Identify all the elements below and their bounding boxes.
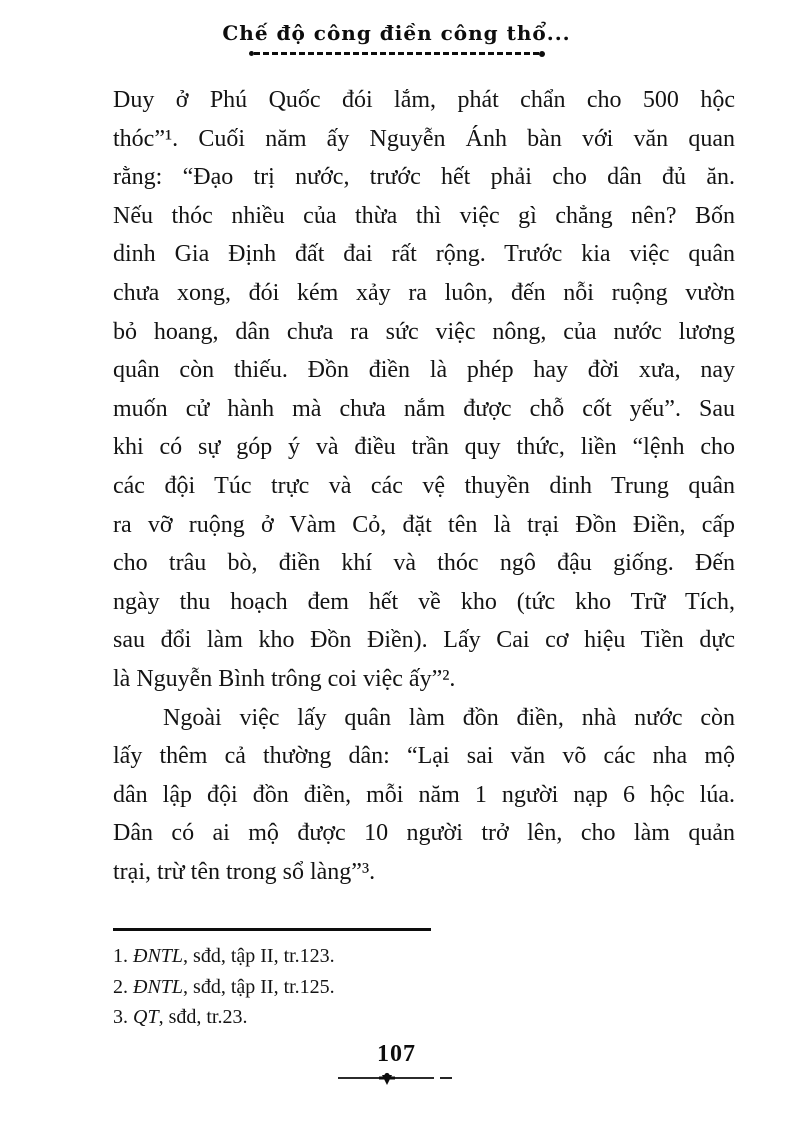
body-line: sau đổi làm kho Đồn Điền). Lấy Cai cơ hiệu Tiền dực	[113, 627, 735, 654]
footnote-text: 1.	[113, 945, 133, 968]
body-line: là Nguyễn Bình trông coi việc ấy”².	[113, 665, 456, 692]
body-line: Ngoài việc lấy quân làm đồn điền, nhà nước còn	[163, 704, 735, 731]
body-line: rằng: “Đạo trị nước, trước hết phải cho dân đủ ăn.	[113, 164, 735, 191]
body-line: ngày thu hoạch đem hết về kho (tức kho Trữ Tích,	[113, 588, 735, 615]
footnote-text: , sđd, tập II, tr.123.	[183, 945, 335, 968]
body-line: muốn cử hành mà chưa nắm được chỗ cốt yếu”. Sau	[113, 395, 735, 422]
footnote-text: 2.	[113, 975, 133, 998]
body-line: cho trâu bò, điền khí và thóc ngô đậu giống. Đến	[113, 550, 735, 577]
footnote-item	[113, 1002, 673, 1033]
footnote-text: , sđd, tập II, tr.125.	[183, 975, 335, 998]
footnote-item	[113, 972, 673, 1003]
header-dashed-rule	[249, 50, 545, 57]
footnote-text: , sđd, tr.23.	[158, 1006, 248, 1029]
footnote-text: 3.	[113, 1006, 133, 1029]
body-line: khi có sự góp ý và điều trần quy thức, liền “lệnh cho	[113, 434, 735, 461]
footnote-item	[113, 941, 673, 972]
body-line: trại, trừ tên trong sổ làng”³.	[113, 858, 376, 885]
page-number: 107	[377, 1041, 416, 1067]
body-line: quân còn thiếu. Đồn điền là phép hay đời xưa, nay	[113, 357, 735, 384]
body-line: Dân có ai mộ được 10 người trở lên, cho làm quản	[113, 820, 735, 847]
footnote-separator-rule	[113, 928, 431, 931]
body-line: ra vỡ ruộng ở Vàm Cỏ, đặt tên là trại Đồn Điền, cấp	[113, 511, 735, 538]
body-line: các đội Túc trực và các vệ thuyền dinh Trung quân	[113, 472, 735, 499]
body-line: Duy ở Phú Quốc đói lắm, phát chẩn cho 500 hộc	[113, 87, 735, 113]
body-line: lấy thêm cả thường dân: “Lại sai văn võ các nha mộ	[113, 743, 735, 770]
body-line: Nếu thóc nhiều của thừa thì việc gì chẳng nên? Bốn	[113, 202, 735, 229]
body-line: thóc”¹. Cuối năm ấy Nguyễn Ánh bàn với văn quan	[113, 125, 735, 152]
body-line: dân lập đội đồn điền, mỗi năm 1 người nạp 6 hộc lúa.	[113, 781, 735, 808]
page-footer	[0, 1040, 793, 1088]
body-line: chưa xong, đói kém xảy ra luôn, đến nỗi ruộng vườn	[113, 279, 735, 306]
footnote-source: QT	[133, 1006, 159, 1029]
footnotes-block	[113, 941, 673, 1033]
page-header	[0, 0, 793, 57]
footnote-source: ĐNTL	[133, 945, 184, 968]
body-text	[113, 81, 735, 891]
body-line: bỏ hoang, dân chưa ra sức việc nông, của nước lương	[113, 318, 735, 345]
footnote-source: ĐNTL	[133, 975, 184, 998]
rule-end-dot-right	[539, 51, 545, 57]
footer-ornament-icon	[338, 1072, 456, 1088]
running-header-title: Chế độ công điền công thổ...	[222, 21, 571, 45]
body-line: dinh Gia Định đất đai rất rộng. Trước kia việc quân	[113, 241, 735, 268]
dashed-line	[254, 52, 539, 55]
